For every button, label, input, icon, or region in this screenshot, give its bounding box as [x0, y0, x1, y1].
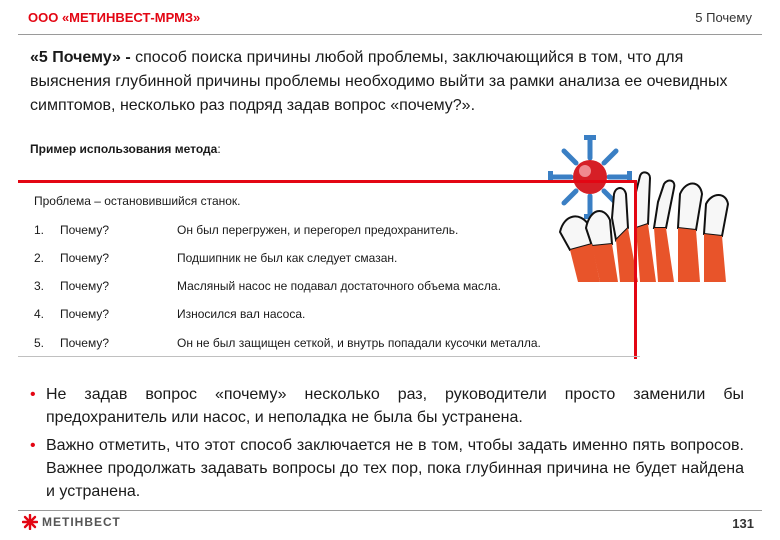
bullet-item-2: [30, 434, 744, 503]
example-colon: :: [217, 142, 221, 156]
why-answer: Износился вал насоса.: [177, 307, 306, 321]
why-question: Почему?: [60, 251, 110, 265]
why-number: 3.: [34, 279, 45, 293]
header-divider: [18, 34, 762, 35]
why-answer: Он был перегружен, и перегорел предохранитель.: [177, 223, 459, 237]
why-number: 1.: [34, 223, 45, 237]
metinvest-logo: [22, 514, 121, 530]
footer-divider: [18, 510, 762, 511]
why-question: Почему?: [60, 307, 110, 321]
intro-term: «5 Почему» -: [30, 49, 131, 66]
intro-text: способ поиска причины любой проблемы, заключающийся в том, что для выяснения глубинной причины проблемы необходимо выйти за рамки анализа ее очевидных симптомов, несколько раз подряд задав вопрос «почему?».: [30, 49, 728, 114]
bullet-item-1: [30, 383, 744, 429]
why-answer: Подшипник не был как следует смазан.: [177, 251, 398, 265]
problem-statement: Проблема – остановившийся станок.: [34, 194, 241, 208]
logo-mark-icon: [22, 514, 38, 530]
bullet-text: Не задав вопрос «почему» несколько раз, руководители просто заменили бы предохранитель или насос, и неполадка не была бы устранена.: [46, 386, 744, 426]
why-answer: Масляный насос не подавал достаточного объема масла.: [177, 279, 501, 293]
why-answer: Он не был защищен сеткой, и внутрь попадали кусочки металла.: [177, 336, 541, 350]
why-question: Почему?: [60, 279, 110, 293]
example-box-bottom-rule: [18, 356, 640, 357]
slide-topic: 5 Почему: [695, 10, 752, 25]
page-number: 131: [732, 516, 754, 531]
why-question: Почему?: [60, 223, 110, 237]
why-number: 4.: [34, 307, 45, 321]
company-title: ООО «МЕТИНВЕСТ-МРМЗ»: [28, 10, 201, 25]
example-heading: [30, 142, 221, 156]
why-number: 2.: [34, 251, 45, 265]
bullet-text: Важно отметить, что этот способ заключается не в том, чтобы задать именно пять вопросов. Важнее продолжать задавать вопросы до тех пор, пока глубинная причина не будет найдена и устранена.: [46, 437, 744, 500]
bullet-dot: •: [30, 386, 36, 403]
why-question: Почему?: [60, 336, 110, 350]
logo-text: МЕТІНВЕСТ: [42, 515, 121, 529]
example-label: Пример использования метода: [30, 142, 218, 156]
why-number: 5.: [34, 336, 45, 350]
bullet-dot: •: [30, 437, 36, 454]
intro-paragraph: [30, 46, 752, 118]
